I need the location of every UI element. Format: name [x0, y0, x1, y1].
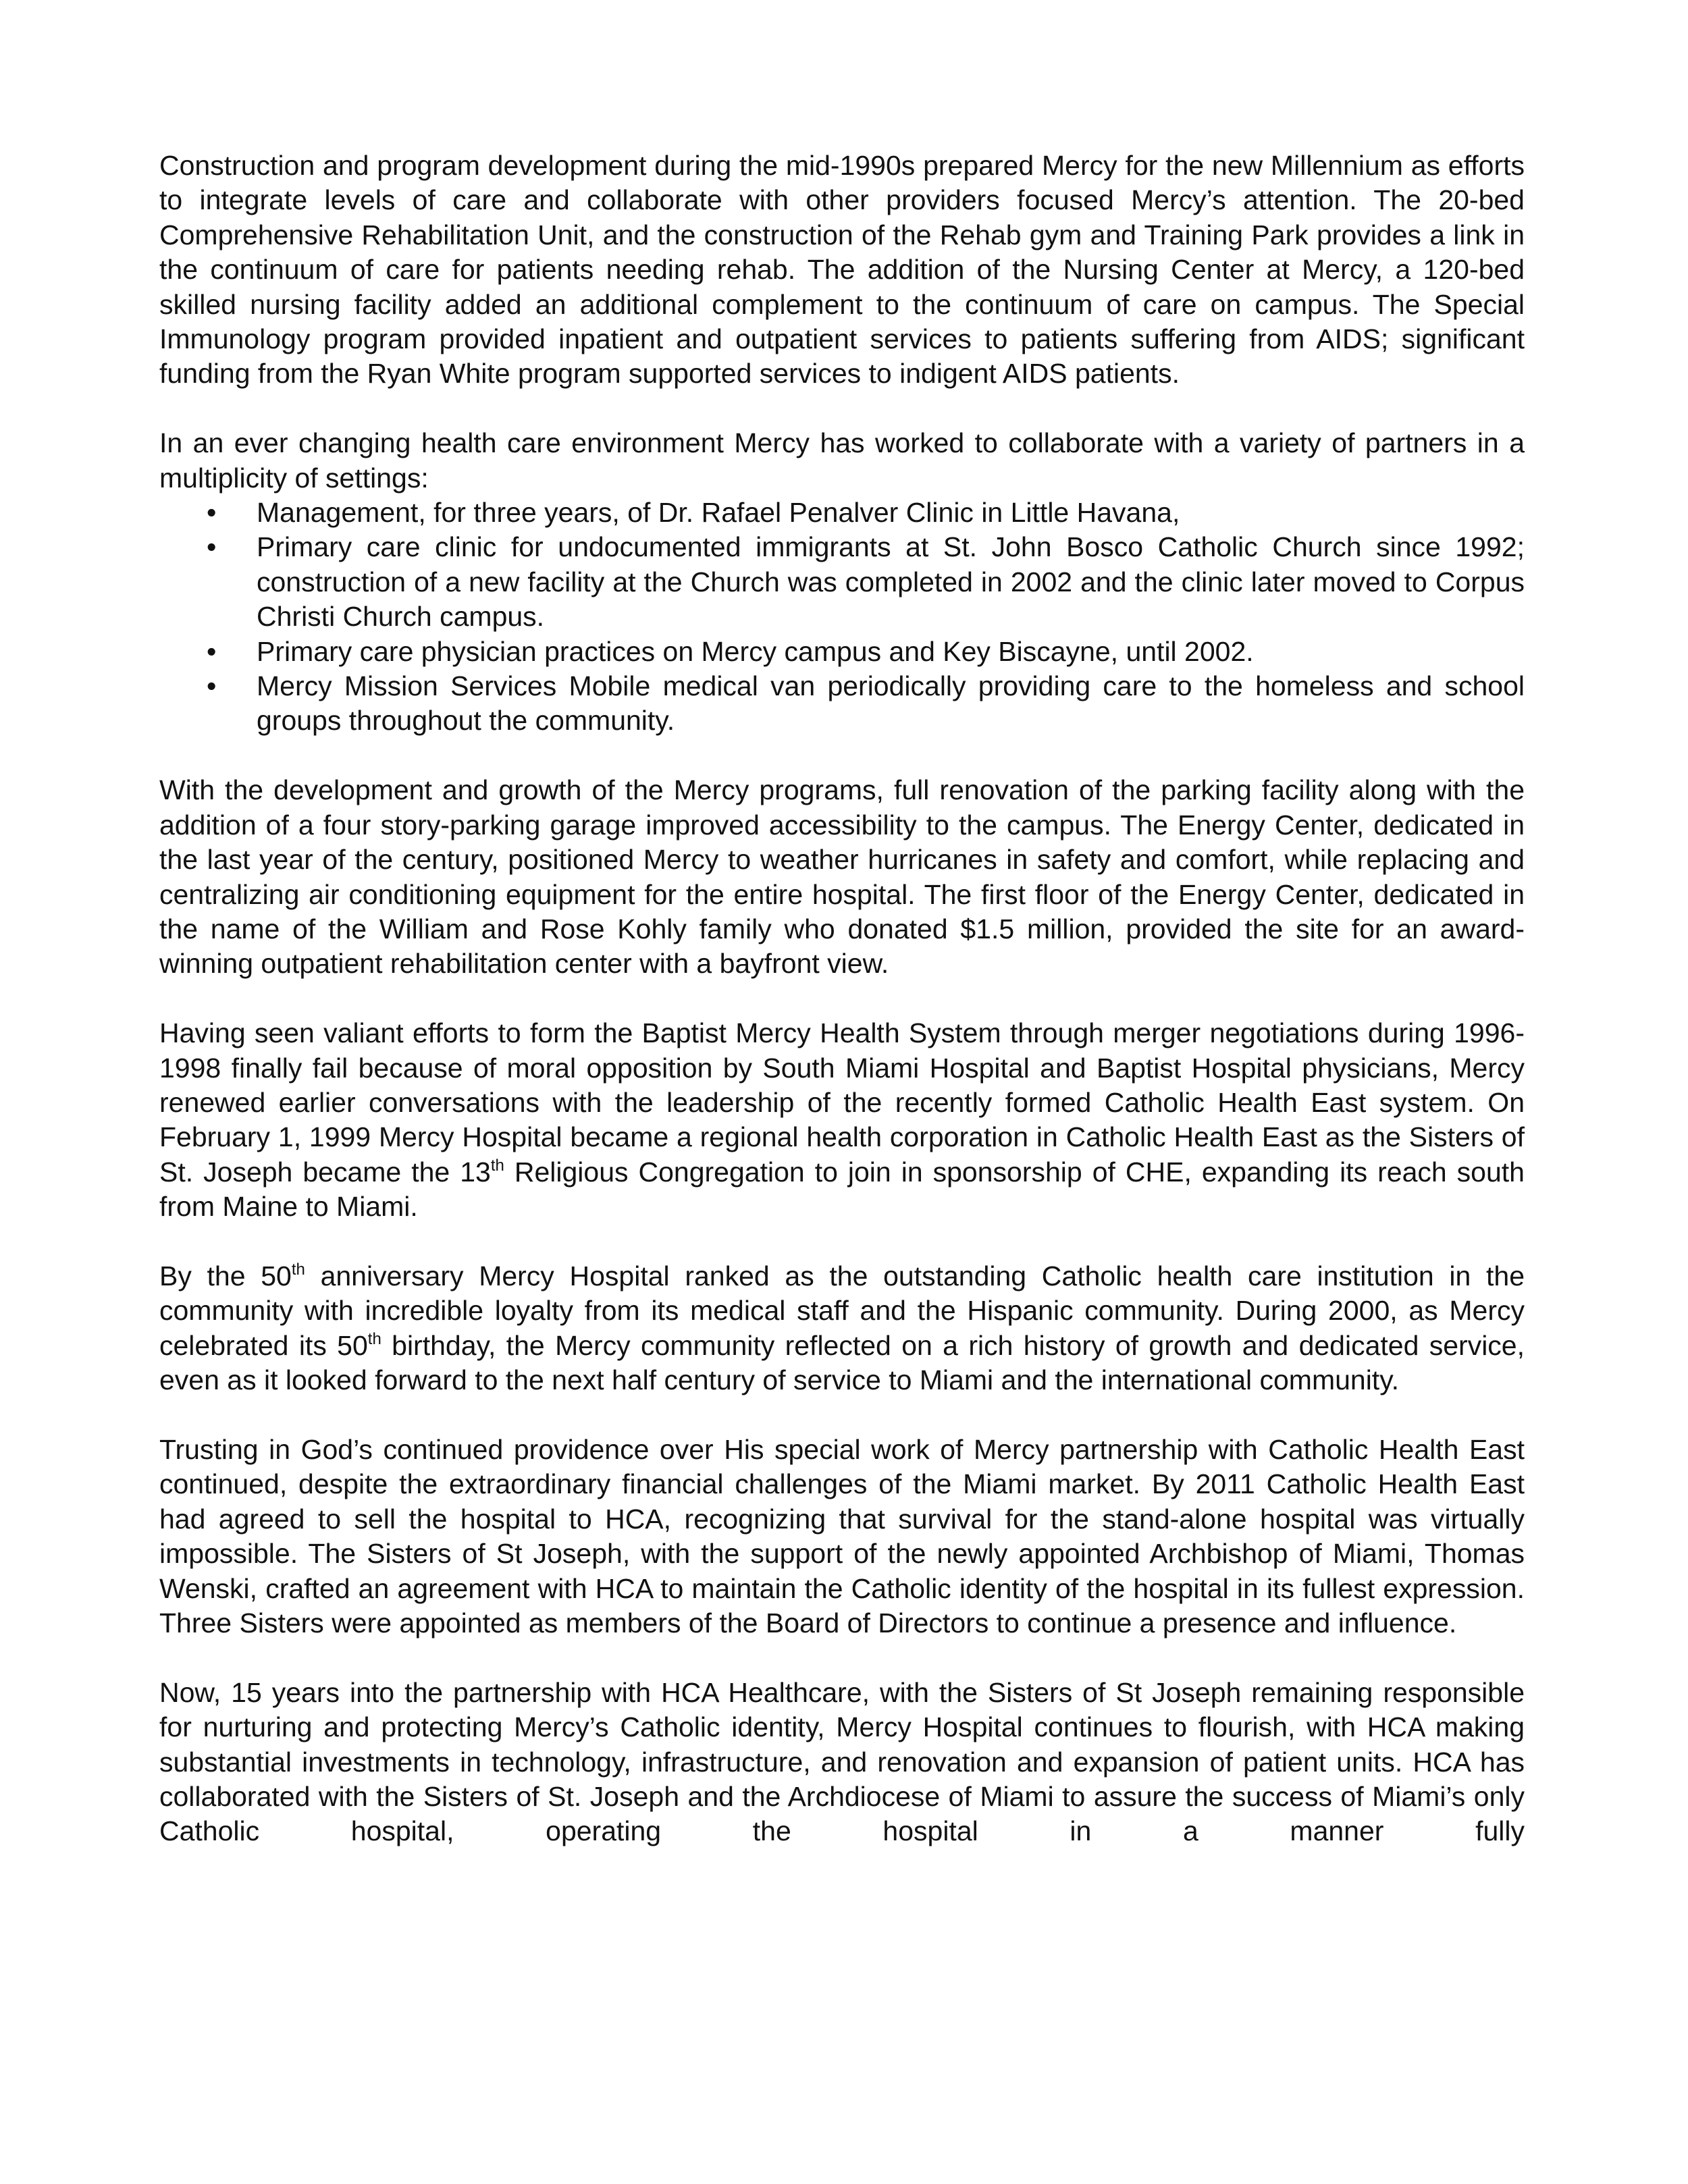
superscript-ordinal: th: [291, 1260, 305, 1279]
text-run: Religious Congregation to join in sponsorship of CHE, expanding its reach south from Maine to Miami.: [159, 1156, 1525, 1223]
partners-bullet-list: [159, 496, 1525, 739]
list-item-text: Management, for three years, of Dr. Rafael Penalver Clinic in Little Havana,: [257, 497, 1180, 529]
text-run: anniversary Mercy Hospital ranked as the outstanding Catholic health care institution in the community with incredible loyalty from its medical staff and the Hispanic community. During 2000, as Mercy celebrated its 50: [159, 1260, 1525, 1361]
paragraph-hca-partnership: Now, 15 years into the partnership with HCA Healthcare, with the Sisters of St Joseph remaining responsible for nurturing and protecting Mercy’s Catholic identity, Mercy Hospital continues to flourish, with HCA making substantial investments in technology, infrastructure, and renovation and expansion of patient units. HCA has collaborated with the Sisters of St. Joseph and the Archdiocese of Miami to assure the success of Miami’s only Catholic hospital, operating the hospital in a manner fully: [159, 1676, 1525, 1847]
paragraph-energy-center: With the development and growth of the Mercy programs, full renovation of the parking facility along with the addition of a four story-parking garage improved accessibility to the campus. The Energy Center, dedicated in the last year of the century, positioned Mercy to weather hurricanes in safety and comfort, while replacing and centralizing air conditioning equipment for the entire hospital. The first floor of the Energy Center, dedicated in the name of the William and Rose Kohly family who donated $1.5 million, provided the site for an award-winning outpatient rehabilitation center with a bayfront view.: [159, 774, 1525, 980]
paragraph-hca-sale: Trusting in God’s continued providence over His special work of Mercy partnership with Catholic Health East continued, despite the extraordinary financial challenges of the Miami market. By 2011 Catholic Health East had agreed to sell the hospital to HCA, recognizing that survival for the stand-alone hospital was virtually impossible. The Sisters of St Joseph, with the support of the newly appointed Archbishop of Miami, Thomas Wenski, crafted an agreement with HCA to maintain the Catholic identity of the hospital in its fullest expression. Three Sisters were appointed as members of the Board of Directors to continue a presence and influence.: [159, 1433, 1525, 1639]
bullet-icon: •: [207, 497, 217, 529]
list-item: [159, 635, 1525, 669]
paragraph-50th-anniversary: [159, 1259, 1525, 1398]
paragraph-construction: Construction and program development during the mid-1990s prepared Mercy for the new Millennium as efforts to integrate levels of care and collaborate with other providers focused Mercy’s attention. The 20-bed Comprehensive Rehabilitation Unit, and the construction of the Rehab gym and Training Park provides a link in the continuum of care for patients needing rehab. The addition of the Nursing Center at Mercy, a 120-bed skilled nursing facility added an additional complement to the continuum of care on campus. The Special Immunology program provided inpatient and outpatient services to patients suffering from AIDS; significant funding from the Ryan White program supported services to indigent AIDS patients.: [159, 150, 1525, 390]
bullet-icon: •: [207, 635, 217, 667]
list-item-text: Primary care physician practices on Mercy campus and Key Biscayne, until 2002.: [257, 635, 1254, 667]
list-item: [159, 496, 1525, 530]
list-item-text: Mercy Mission Services Mobile medical van periodically providing care to the homeless and school groups throughout the community.: [257, 670, 1525, 737]
list-item: [159, 669, 1525, 739]
document-body: [159, 149, 1525, 1849]
bullet-icon: •: [207, 670, 217, 702]
text-run: Having seen valiant efforts to form the Baptist Mercy Health System through merger negotiations during 1996-1998 finally fail because of moral opposition by South Miami Hospital and Baptist Hospital physicians, Mercy renewed earlier conversations with the leadership of the recently formed Catholic Health East system. On February 1, 1999 Mercy Hospital became a regional health corporation in Catholic Health East as the Sisters of St. Joseph became the 13: [159, 1017, 1525, 1188]
paragraph-catholic-health-east: [159, 1016, 1525, 1224]
bullet-icon: •: [207, 531, 217, 563]
list-item: [159, 530, 1525, 634]
paragraph-partners-intro: In an ever changing health care environment Mercy has worked to collaborate with a variety of partners in a multiplicity of settings:: [159, 427, 1525, 494]
list-item-text: Primary care clinic for undocumented immigrants at St. John Bosco Catholic Church since 1992; construction of a new facility at the Church was completed in 2002 and the clinic later moved to Corpus Christi Church campus.: [257, 531, 1525, 633]
text-run: By the 50: [159, 1260, 292, 1291]
superscript-ordinal: th: [367, 1329, 381, 1348]
text-run: birthday, the Mercy community reflected on a rich history of growth and dedicated service, even as it looked forward to the next half century of service to Miami and the international community.: [159, 1329, 1525, 1396]
superscript-ordinal: th: [490, 1156, 504, 1175]
